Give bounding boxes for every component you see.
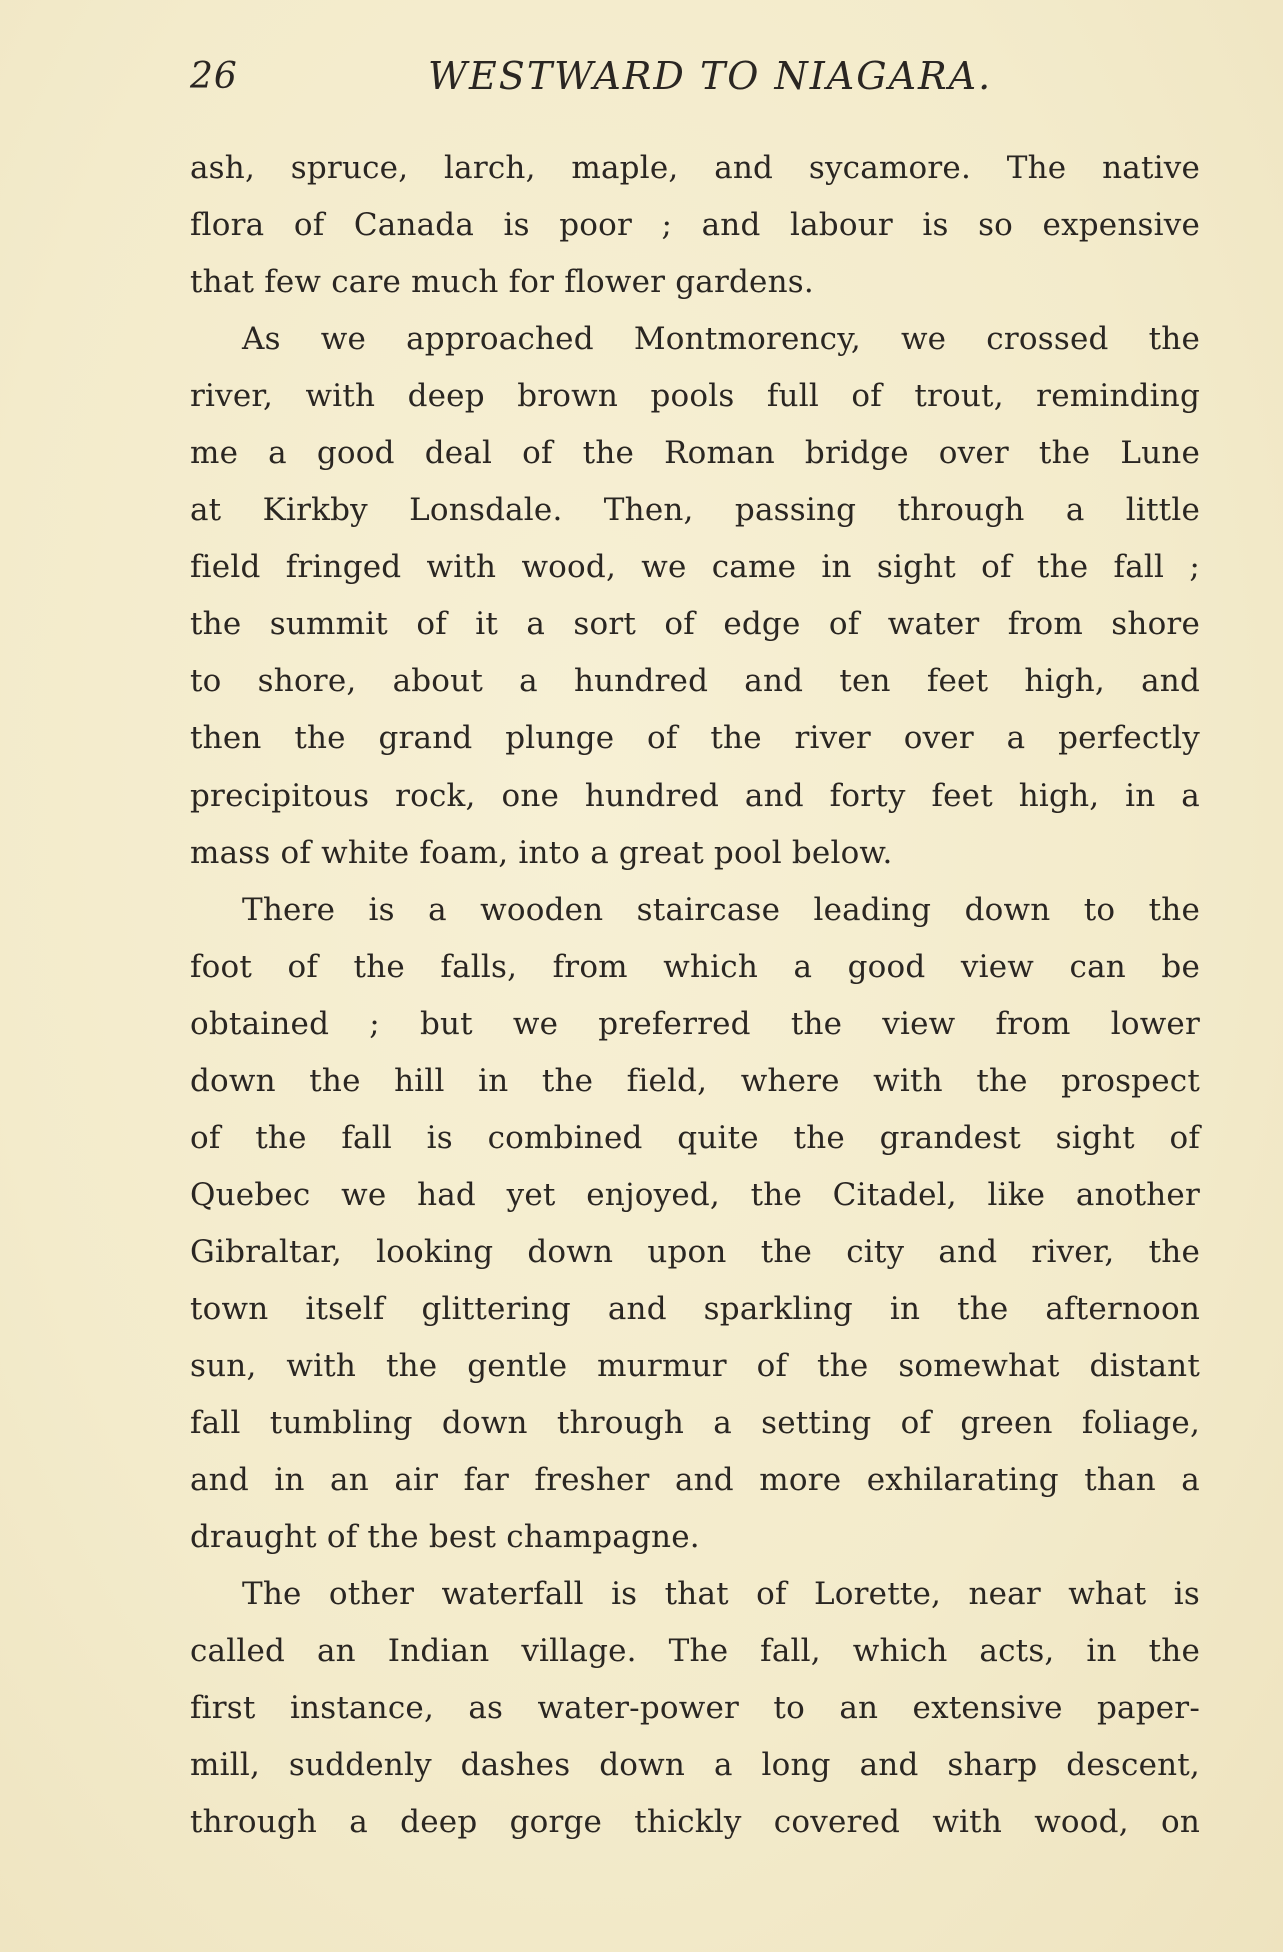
text-line: down the hill in the field, where with the prospect (190, 1062, 1200, 1099)
text-line: flora of Canada is poor ; and labour is so expensive (190, 207, 1200, 244)
text-line: draught of the best champagne. (190, 1519, 700, 1556)
text-line: precipitous rock, one hundred and forty feet high, in a (190, 777, 1200, 814)
text-line: then the grand plunge of the river over a perfectly (190, 720, 1200, 757)
text-line: at Kirkby Lonsdale. Then, passing through a little (190, 492, 1200, 529)
text-line: through a deep gorge thickly covered with wood, on (190, 1804, 1200, 1841)
text-line: Quebec we had yet enjoyed, the Citadel, like another (190, 1176, 1200, 1213)
page-number: 26 (190, 56, 238, 97)
text-line: of the fall is combined quite the grandest sight of (190, 1119, 1200, 1156)
text-line: fall tumbling down through a setting of green foliage, (190, 1405, 1200, 1442)
text-line: ash, spruce, larch, maple, and sycamore. The native (190, 150, 1200, 186)
text-line: mill, suddenly dashes down a long and sharp descent, (190, 1747, 1200, 1784)
text-line: that few care much for flower gardens. (190, 264, 814, 301)
text-line: called an Indian village. The fall, which acts, in the (190, 1633, 1200, 1670)
text-line: mass of white foam, into a great pool below. (190, 834, 893, 871)
text-line: me a good deal of the Roman bridge over the Lune (190, 435, 1200, 472)
text-line: and in an air far fresher and more exhilarating than a (190, 1462, 1200, 1499)
text-line: foot of the falls, from which a good view can be (190, 948, 1200, 985)
text-line: river, with deep brown pools full of trout, reminding (190, 378, 1200, 415)
text-line: Gibraltar, looking down upon the city and river, the (190, 1233, 1200, 1270)
text-line: The other waterfall is that of Lorette, near what is (242, 1576, 1200, 1613)
text-line: first instance, as water-power to an extensive paper- (190, 1690, 1200, 1727)
text-line: As we approached Montmorency, we crossed the (242, 321, 1200, 358)
running-title: WESTWARD TO NIAGARA. (428, 54, 993, 98)
text-line: obtained ; but we preferred the view from lower (190, 1005, 1200, 1042)
body-text (190, 140, 1200, 1851)
text-line: There is a wooden staircase leading down to the (242, 891, 1200, 928)
text-line: to shore, about a hundred and ten feet high, and (190, 663, 1200, 700)
page-header (190, 52, 1200, 112)
text-line: sun, with the gentle murmur of the somewhat distant (190, 1347, 1200, 1384)
text-line: the summit of it a sort of edge of water from shore (190, 606, 1200, 643)
text-line: field fringed with wood, we came in sight of the fall ; (190, 549, 1200, 586)
text-line: town itself glittering and sparkling in the afternoon (190, 1290, 1200, 1327)
